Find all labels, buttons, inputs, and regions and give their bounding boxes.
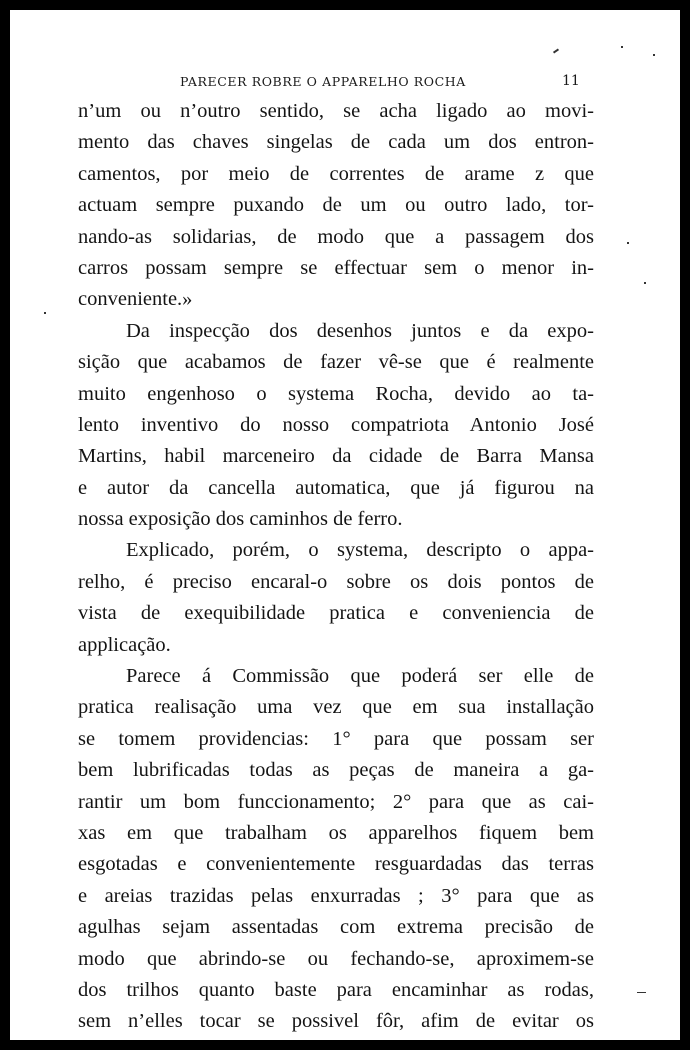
paragraph <box>78 96 594 316</box>
text-line: muito engenhoso o systema Rocha, devido ao ta- <box>78 382 594 405</box>
text-line: n’um ou n’outro sentido, se acha ligado ao movi- <box>78 100 594 122</box>
text-line: xas em que trabalham os apparelhos fiquem bem <box>78 821 594 844</box>
text-line: e areias trazidas pelas enxurradas ; 3° para que as <box>78 884 594 907</box>
text-line: sem n’elles tocar se possivel fôr, afim de evitar os <box>78 1010 594 1033</box>
text-line: Explicado, porém, o systema, descripto o appa- <box>126 539 594 562</box>
scan-speck <box>553 48 559 53</box>
scan-speck <box>637 992 646 993</box>
running-title: PARECER ROBRE O APPARELHO ROCHA <box>180 74 466 89</box>
text-line: rantir um bom funccionamento; 2° para que as cai- <box>78 790 594 813</box>
text-line: dos trilhos quanto baste para encaminhar as rodas, <box>78 978 594 1001</box>
text-line: sição que acabamos de fazer vê-se que é realmente <box>78 351 594 374</box>
text-line: nossa exposição dos caminhos de ferro. <box>78 508 403 531</box>
paragraph <box>78 316 594 536</box>
text-line: carros possam sempre se effectuar sem o menor in- <box>78 256 594 279</box>
book-page <box>10 10 680 1040</box>
running-header <box>10 74 680 94</box>
body-text <box>78 96 594 1038</box>
text-line: agulhas sejam assentadas com extrema precisão de <box>78 916 594 939</box>
page-number: 11 <box>562 73 580 89</box>
text-line: Da inspecção dos desenhos juntos e da expo- <box>126 319 594 342</box>
text-line: actuam sempre puxando de um ou outro lado, tor- <box>78 194 594 217</box>
text-line: applicação. <box>78 633 171 656</box>
text-line: mento das chaves singelas de cada um dos entron- <box>78 131 594 154</box>
text-line: conveniente.» <box>78 288 193 311</box>
text-line: relho, é preciso encaral-o sobre os dois pontos de <box>78 570 594 593</box>
paragraph <box>78 535 594 661</box>
scan-speck <box>621 46 623 48</box>
text-line: nando-as solidarias, de modo que a passagem dos <box>78 225 594 248</box>
text-line: modo que abrindo-se ou fechando-se, aproximem-se <box>78 947 594 970</box>
scan-speck <box>644 282 646 284</box>
text-line: vista de exequibilidade pratica e conveniencia de <box>78 602 594 625</box>
scan-speck <box>44 312 46 314</box>
text-line: se tomem providencias: 1° para que possam ser <box>78 727 594 750</box>
text-line: esgotadas e convenientemente resguardadas das terras <box>78 853 594 876</box>
scan-speck <box>627 242 629 244</box>
text-line: lento inventivo do nosso compatriota Antonio José <box>78 413 594 436</box>
paragraph <box>78 661 594 1038</box>
text-line: Martins, habil marceneiro da cidade de Barra Mansa <box>78 445 594 468</box>
text-line: camentos, por meio de correntes de arame z que <box>78 162 594 185</box>
scan-speck <box>653 54 655 56</box>
text-line: e autor da cancella automatica, que já figurou na <box>78 476 594 499</box>
text-line: pratica realisação uma vez que em sua installação <box>78 696 594 719</box>
text-line: Parece á Commissão que poderá ser elle de <box>126 665 594 688</box>
text-line: bem lubrificadas todas as peças de maneira a ga- <box>78 759 594 782</box>
